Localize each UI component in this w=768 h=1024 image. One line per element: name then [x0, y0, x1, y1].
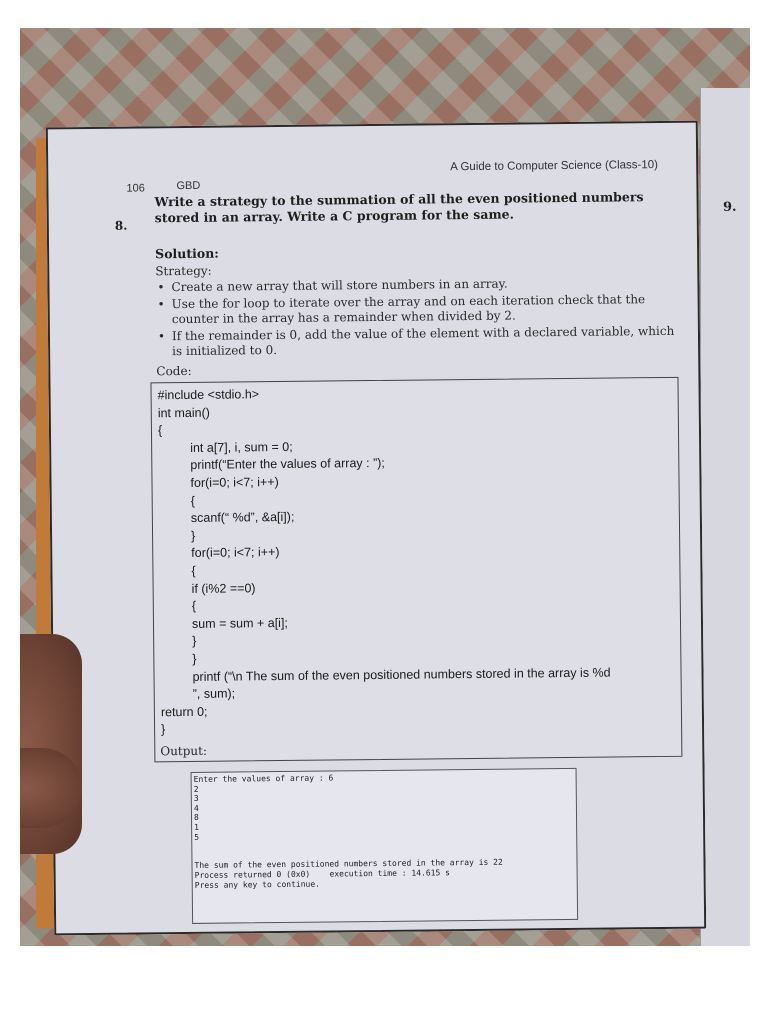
code-line: { [191, 563, 196, 578]
code-line: sum = sum + a[i]; [191, 615, 288, 631]
strategy-item: • Use the for loop to iterate over the array and on each iteration check that the counter in the array has a remainder when divided by 2. [156, 292, 676, 327]
next-page [700, 88, 750, 946]
code-line: { [190, 493, 195, 508]
code-listing [158, 383, 612, 740]
publisher-mark: GBD [176, 179, 201, 193]
code-line: if (i%2 ==0) [191, 580, 256, 596]
strategy-list [155, 275, 676, 361]
question-number: 8. [114, 218, 128, 233]
console-line: 2 [193, 784, 199, 794]
console-line: 3 [193, 794, 199, 804]
book-title: A Guide to Computer Science (Class-10) [450, 159, 659, 174]
code-line: } [190, 528, 196, 543]
strategy-label: Strategy: [155, 263, 212, 279]
code-line: return 0; [160, 704, 208, 719]
console-line: The sum of the even positioned numbers stored in the array is 22 [194, 858, 503, 871]
code-line: int a[7], i, sum = 0; [190, 439, 293, 455]
console-output-box [191, 768, 579, 924]
code-line: scanf(“ %d”, &a[i]); [190, 510, 295, 526]
book-page [46, 121, 706, 936]
code-line: { [157, 423, 163, 438]
strategy-item: • If the remainder is 0, add the value of the element with a declared variable, which is initialized to 0. [156, 324, 676, 359]
code-line: for(i=0; i<7; i++) [190, 474, 279, 490]
next-page-question-number: 9. [723, 200, 737, 215]
code-line: ”, sum); [192, 686, 236, 702]
code-line: } [192, 651, 197, 666]
solution-label: Solution: [155, 245, 219, 262]
question-text: Write a strategy to the summation of all the even positioned numbers stored in an array. Write a C program for the same. [154, 189, 644, 226]
console-line: 1 [194, 822, 200, 832]
output-label: Output: [160, 743, 208, 759]
console-line: 5 [194, 832, 200, 842]
console-line: 4 [193, 803, 199, 813]
console-line: 8 [193, 813, 199, 823]
code-line: int main() [157, 405, 210, 420]
strategy-item: • Create a new array that will store numbers in an array. [155, 275, 675, 295]
code-line: for(i=0; i<7; i++) [191, 545, 280, 561]
console-output [194, 772, 503, 890]
console-line: Press any key to continue. [194, 879, 321, 890]
console-line: Enter the values of array : 6 [193, 773, 334, 784]
photo-background [20, 28, 750, 946]
page-number: 106 [126, 182, 145, 195]
console-line: Process returned 0 (0x0) execution time : 14.615 s [194, 868, 450, 880]
code-line: printf (“\n The sum of the even positioned numbers stored in the array is %d [192, 665, 611, 684]
code-line: printf(“Enter the values of array : ”); [190, 456, 385, 473]
code-label: Code: [156, 363, 192, 379]
code-line: } [192, 634, 197, 649]
code-box [150, 377, 682, 763]
code-line: } [161, 722, 166, 737]
code-line: { [191, 599, 197, 614]
code-line: #include <stdio.h> [157, 387, 260, 403]
